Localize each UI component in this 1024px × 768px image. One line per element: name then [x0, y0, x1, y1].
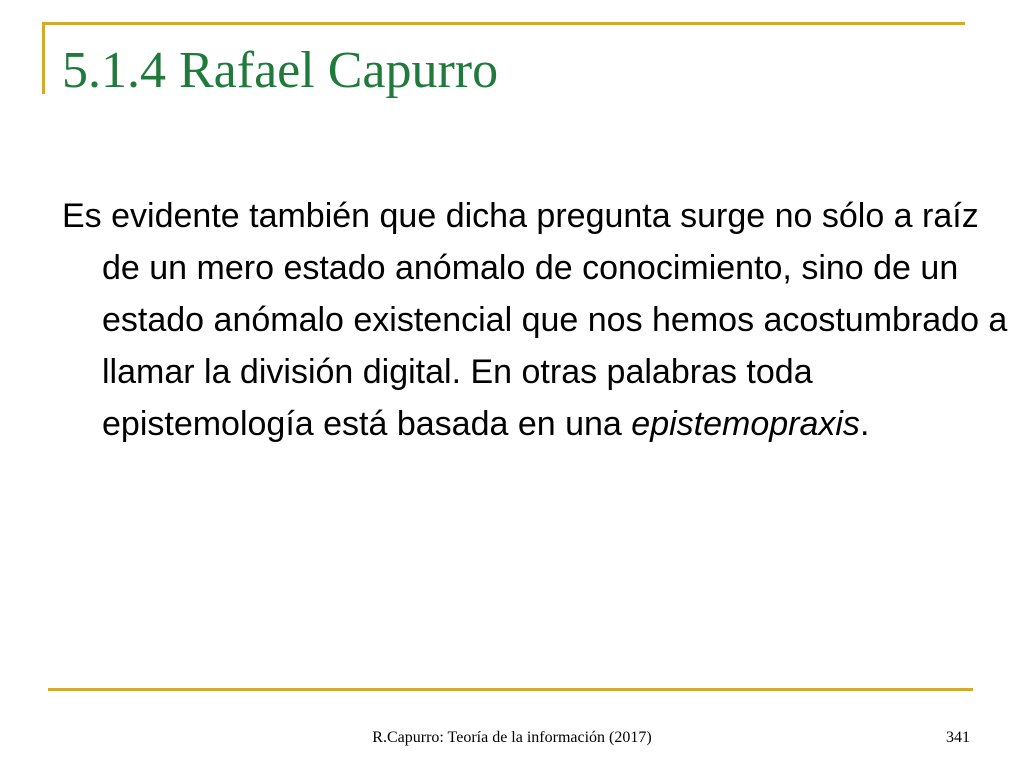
body-text-main: Es evidente también que dicha pregunta surge no sólo a raíz de un mero estado anómalo de conocimiento, sino de un estado anómalo existencial que nos hemos acostumbrado a llamar la división digital. En otras palabras toda epistemología está basada en una — [62, 197, 1008, 443]
slide-title: 5.1.4 Rafael Capurro — [62, 42, 499, 99]
bottom-accent-rule — [48, 688, 973, 691]
body-text-end: . — [859, 405, 870, 443]
top-accent-rule — [42, 22, 965, 25]
left-accent-rule — [42, 22, 45, 94]
page-number: 341 — [946, 729, 970, 746]
body-paragraph — [62, 190, 1012, 450]
body-text-emphasis: epistemopraxis — [631, 405, 860, 443]
footer-citation: R.Capurro: Teoría de la información (2017) — [372, 729, 652, 746]
